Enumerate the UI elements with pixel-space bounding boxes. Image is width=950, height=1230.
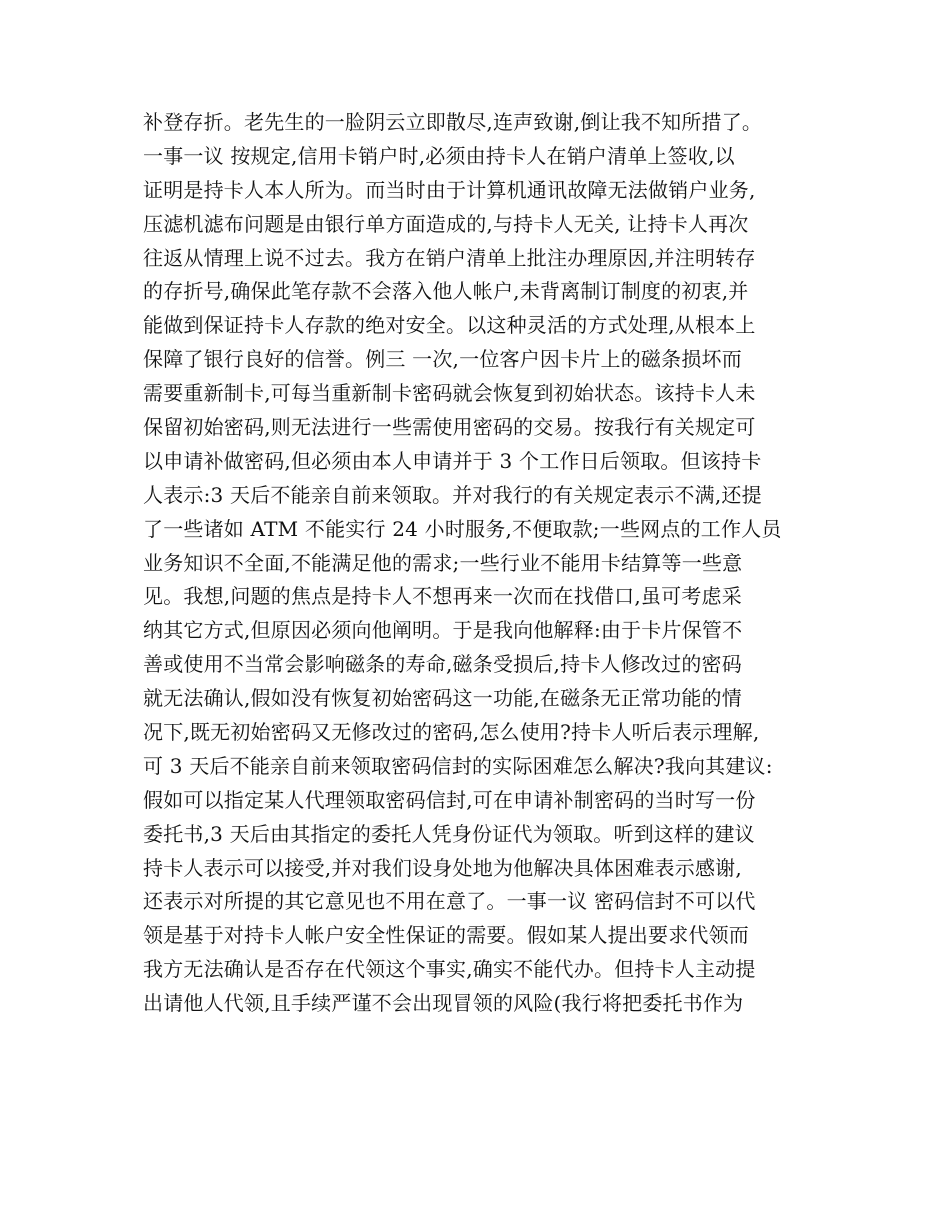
text-line: 人表示:3 天后不能亲自前来领取。并对我行的有关规定表示不满,还提 <box>143 482 762 507</box>
text-line: 往返从情理上说不过去。我方在销户清单上批注办理原因,并注明转存 <box>143 245 756 270</box>
text-line: 压滤机滤布问题是由银行单方面造成的,与持卡人无关, 让持卡人再次 <box>143 211 749 236</box>
text-line: 领是基于对持卡人帐户安全性保证的需要。假如某人提出要求代领而 <box>143 923 749 948</box>
text-line: 以申请补做密码,但必须由本人申请并于 3 个工作日后领取。但该持卡 <box>143 448 762 473</box>
body-text <box>143 106 813 1021</box>
text-line: 补登存折。老先生的一脸阴云立即散尽,连声致谢,倒让我不知所措了。 <box>143 110 763 134</box>
text-line: 出请他人代领,且手续严谨不会出现冒领的风险(我行将把委托书作为 <box>143 991 744 1016</box>
text-line: 保障了银行良好的信誉。例三 一次,一位客户因卡片上的磁条损坏而 <box>143 347 742 372</box>
text-line: 了一些诸如 ATM 不能实行 24 小时服务,不便取款;一些网点的工作人员 <box>143 516 782 541</box>
text-line: 一事一议 按规定,信用卡销户时,必须由持卡人在销户清单上签收,以 <box>143 143 735 168</box>
text-line: 持卡人表示可以接受,并对我们设身处地为他解决具体困难表示感谢, <box>143 855 742 880</box>
text-line: 见。我想,问题的焦点是持卡人不想再来一次而在找借口,虽可考虑采 <box>143 584 742 609</box>
text-line: 假如可以指定某人代理领取密码信封,可在申请补制密码的当时写一份 <box>143 787 756 812</box>
text-line: 的存折号,确保此笔存款不会落入他人帐户,未背离制订制度的初衷,并 <box>143 279 749 304</box>
text-line: 证明是持卡人本人所为。而当时由于计算机通讯故障无法做销户业务, <box>143 177 756 202</box>
text-line: 我方无法确认是否存在代领这个事实,确实不能代办。但持卡人主动提 <box>143 957 756 982</box>
text-line: 就无法确认,假如没有恢复初始密码这一功能,在磁条无正常功能的情 <box>143 686 742 711</box>
text-line: 还表示对所提的其它意见也不用在意了。一事一议 密码信封不可以代 <box>143 889 756 914</box>
text-line: 业务知识不全面,不能满足他的需求;一些行业不能用卡结算等一些意 <box>143 550 743 575</box>
text-line: 保留初始密码,则无法进行一些需使用密码的交易。按我行有关规定可 <box>143 415 756 440</box>
text-line: 况下,既无初始密码又无修改过的密码,怎么使用?持卡人听后表示理解, <box>143 720 760 745</box>
text-line: 委托书,3 天后由其指定的委托人凭身份证代为领取。听到这样的建议 <box>143 821 755 846</box>
text-line: 善或使用不当常会影响磁条的寿命,磁条受损后,持卡人修改过的密码 <box>143 652 742 677</box>
text-line: 能做到保证持卡人存款的绝对安全。以这种灵活的方式处理,从根本上 <box>143 313 756 338</box>
text-line: 可 3 天后不能亲自前来领取密码信封的实际困难怎么解决?我向其建议: <box>143 753 773 778</box>
text-line: 需要重新制卡,可每当重新制卡密码就会恢复到初始状态。该持卡人未 <box>143 381 756 406</box>
text-line: 纳其它方式,但原因必须向他阐明。于是我向他解释:由于卡片保管不 <box>143 618 743 643</box>
